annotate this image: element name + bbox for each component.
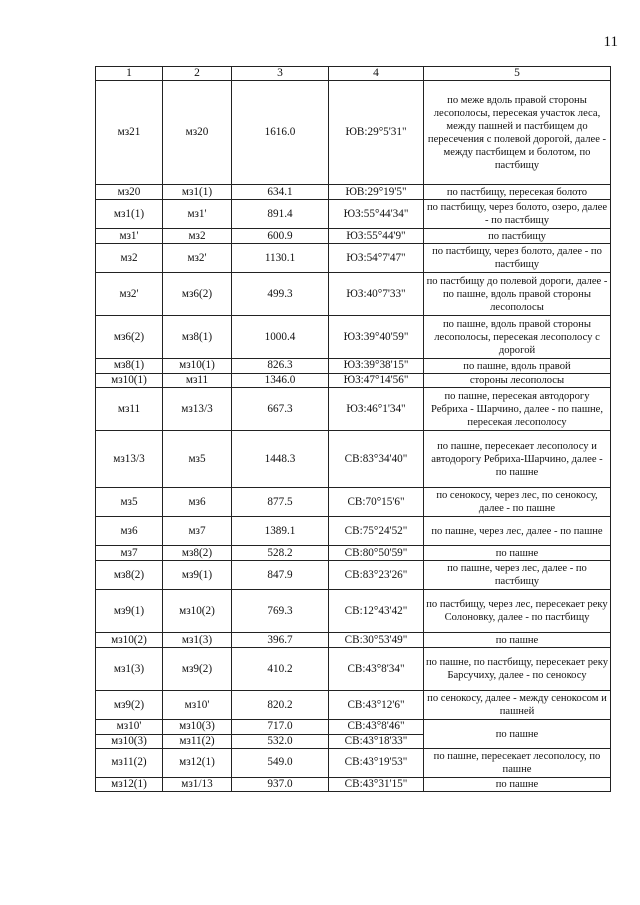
length-cell: 847.9 [232, 561, 329, 590]
from-point-cell: мз10(1) [96, 373, 163, 387]
bearing-cell: СВ:43°8'46" [329, 720, 424, 734]
table-row [96, 749, 611, 778]
length-cell: 667.3 [232, 388, 329, 431]
bearing-cell: СВ:30°53'49" [329, 633, 424, 648]
from-point-cell: мз10(3) [96, 734, 163, 748]
length-cell: 717.0 [232, 720, 329, 734]
to-point-cell: мз1(3) [163, 633, 232, 648]
from-point-cell: мз11(2) [96, 749, 163, 778]
column-header: 4 [329, 67, 424, 81]
to-point-cell: мз10(2) [163, 590, 232, 633]
to-point-cell: мз8(1) [163, 316, 232, 359]
to-point-cell: мз9(2) [163, 648, 232, 691]
to-point-cell: мз12(1) [163, 749, 232, 778]
bearing-cell: СВ:70°15'6" [329, 488, 424, 517]
to-point-cell: мз11 [163, 373, 232, 387]
table-row [96, 200, 611, 229]
table-row [96, 373, 611, 387]
bearing-cell: ЮЗ:55°44'34" [329, 200, 424, 229]
table-row [96, 359, 611, 373]
from-point-cell: мз20 [96, 185, 163, 200]
table-row [96, 691, 611, 720]
bearing-cell: ЮВ:29°19'5" [329, 185, 424, 200]
to-point-cell: мз20 [163, 81, 232, 185]
table-row [96, 273, 611, 316]
from-point-cell: мз7 [96, 546, 163, 561]
table-row [96, 633, 611, 648]
bearing-cell: ЮЗ:54°7'47" [329, 244, 424, 273]
to-point-cell: мз2 [163, 229, 232, 244]
from-point-cell: мз8(2) [96, 561, 163, 590]
bearing-cell: СВ:83°23'26" [329, 561, 424, 590]
length-cell: 877.5 [232, 488, 329, 517]
description-cell: по пашне, пересекает лесополосу, по пашне [424, 749, 611, 778]
to-point-cell: мз8(2) [163, 546, 232, 561]
table-row [96, 590, 611, 633]
description-cell: по пашне [424, 633, 611, 648]
bearing-cell: СВ:43°19'53" [329, 749, 424, 778]
description-cell: по пастбищу до полевой дороги, далее - по пашне, вдоль правой стороны лесополосы [424, 273, 611, 316]
length-cell: 1448.3 [232, 431, 329, 488]
description-cell: стороны лесополосы [424, 373, 611, 387]
bearing-cell: СВ:12°43'42" [329, 590, 424, 633]
table-row [96, 244, 611, 273]
bearing-cell: СВ:75°24'52" [329, 517, 424, 546]
description-cell: по пашне, через лес, далее - по пастбищу [424, 561, 611, 590]
to-point-cell: мз6 [163, 488, 232, 517]
bearing-cell: СВ:83°34'40" [329, 431, 424, 488]
table-row [96, 720, 611, 734]
to-point-cell: мз10' [163, 691, 232, 720]
bearing-cell: ЮЗ:40°7'33" [329, 273, 424, 316]
length-cell: 634.1 [232, 185, 329, 200]
bearing-cell: СВ:80°50'59" [329, 546, 424, 561]
bearing-cell: ЮЗ:46°1'34" [329, 388, 424, 431]
description-cell: по пашне, вдоль правой стороны лесополосы, пересекая лесополосу с дорогой [424, 316, 611, 359]
table-row [96, 648, 611, 691]
table-row [96, 546, 611, 561]
length-cell: 1000.4 [232, 316, 329, 359]
description-cell: по пашне, пересекает лесополосу и автодорогу Ребриха-Шарчино, далее - по пашне [424, 431, 611, 488]
table-row [96, 561, 611, 590]
bearing-cell: ЮЗ:55°44'9" [329, 229, 424, 244]
description-cell: по пашне [424, 778, 611, 792]
length-cell: 549.0 [232, 749, 329, 778]
to-point-cell: мз2' [163, 244, 232, 273]
from-point-cell: мз5 [96, 488, 163, 517]
to-point-cell: мз10(3) [163, 720, 232, 734]
length-cell: 820.2 [232, 691, 329, 720]
length-cell: 1130.1 [232, 244, 329, 273]
table-row [96, 185, 611, 200]
from-point-cell: мз10' [96, 720, 163, 734]
bearing-cell: СВ:43°18'33" [329, 734, 424, 748]
to-point-cell: мз1' [163, 200, 232, 229]
from-point-cell: мз2 [96, 244, 163, 273]
length-cell: 600.9 [232, 229, 329, 244]
from-point-cell: мз1(3) [96, 648, 163, 691]
from-point-cell: мз9(2) [96, 691, 163, 720]
to-point-cell: мз5 [163, 431, 232, 488]
to-point-cell: мз1/13 [163, 778, 232, 792]
description-cell: по меже вдоль правой стороны лесополосы, пересекая участок леса, между пашней и пастбищем до пересечения с полевой дорогой, далее - между пастбищем и болотом, по пастбищу [424, 81, 611, 185]
table-body [96, 81, 611, 792]
length-cell: 891.4 [232, 200, 329, 229]
to-point-cell: мз7 [163, 517, 232, 546]
description-cell: по пашне [424, 546, 611, 561]
column-header: 1 [96, 67, 163, 81]
from-point-cell: мз1(1) [96, 200, 163, 229]
table-row [96, 778, 611, 792]
from-point-cell: мз1' [96, 229, 163, 244]
length-cell: 769.3 [232, 590, 329, 633]
description-cell: по пастбищу, через болото, озеро, далее - по пастбищу [424, 200, 611, 229]
length-cell: 1616.0 [232, 81, 329, 185]
description-cell: по пастбищу, через болото, далее - по пастбищу [424, 244, 611, 273]
description-cell: по пашне, пересекая автодорогу Ребриха - Шарчино, далее - по пашне, пересекая лесополосу [424, 388, 611, 431]
table-row [96, 431, 611, 488]
column-header: 3 [232, 67, 329, 81]
bearing-cell: ЮЗ:47°14'56" [329, 373, 424, 387]
column-header: 2 [163, 67, 232, 81]
bearing-cell: СВ:43°12'6" [329, 691, 424, 720]
length-cell: 1389.1 [232, 517, 329, 546]
length-cell: 396.7 [232, 633, 329, 648]
to-point-cell: мз10(1) [163, 359, 232, 373]
to-point-cell: мз11(2) [163, 734, 232, 748]
length-cell: 826.3 [232, 359, 329, 373]
table-row [96, 488, 611, 517]
description-cell: по пашне, по пастбищу, пересекает реку Барсучиху, далее - по сенокосу [424, 648, 611, 691]
length-cell: 937.0 [232, 778, 329, 792]
boundary-description-table [95, 66, 611, 792]
table-row [96, 388, 611, 431]
to-point-cell: мз6(2) [163, 273, 232, 316]
description-cell: по пашне [424, 720, 611, 749]
length-cell: 528.2 [232, 546, 329, 561]
table-header-row [96, 67, 611, 81]
column-header: 5 [424, 67, 611, 81]
length-cell: 410.2 [232, 648, 329, 691]
bearing-cell: ЮВ:29°5'31" [329, 81, 424, 185]
description-cell: по пашне, через лес, далее - по пашне [424, 517, 611, 546]
bearing-cell: ЮЗ:39°40'59" [329, 316, 424, 359]
description-cell: по пашне, вдоль правой [424, 359, 611, 373]
length-cell: 532.0 [232, 734, 329, 748]
description-cell: по пастбищу, через лес, пересекает реку Солоновку, далее - по пастбищу [424, 590, 611, 633]
bearing-cell: СВ:43°31'15" [329, 778, 424, 792]
from-point-cell: мз6 [96, 517, 163, 546]
description-cell: по пастбищу, пересекая болото [424, 185, 611, 200]
from-point-cell: мз11 [96, 388, 163, 431]
to-point-cell: мз1(1) [163, 185, 232, 200]
description-cell: по сенокосу, далее - между сенокосом и пашней [424, 691, 611, 720]
length-cell: 499.3 [232, 273, 329, 316]
description-cell: по сенокосу, через лес, по сенокосу, далее - по пашне [424, 488, 611, 517]
length-cell: 1346.0 [232, 373, 329, 387]
from-point-cell: мз8(1) [96, 359, 163, 373]
table-row [96, 229, 611, 244]
table-row [96, 81, 611, 185]
from-point-cell: мз10(2) [96, 633, 163, 648]
from-point-cell: мз9(1) [96, 590, 163, 633]
bearing-cell: ЮЗ:39°38'15" [329, 359, 424, 373]
from-point-cell: мз13/3 [96, 431, 163, 488]
from-point-cell: мз6(2) [96, 316, 163, 359]
table-row [96, 316, 611, 359]
from-point-cell: мз12(1) [96, 778, 163, 792]
to-point-cell: мз9(1) [163, 561, 232, 590]
from-point-cell: мз21 [96, 81, 163, 185]
description-cell: по пастбищу [424, 229, 611, 244]
from-point-cell: мз2' [96, 273, 163, 316]
table-row [96, 517, 611, 546]
page-number: 11 [603, 34, 618, 50]
bearing-cell: СВ:43°8'34" [329, 648, 424, 691]
to-point-cell: мз13/3 [163, 388, 232, 431]
